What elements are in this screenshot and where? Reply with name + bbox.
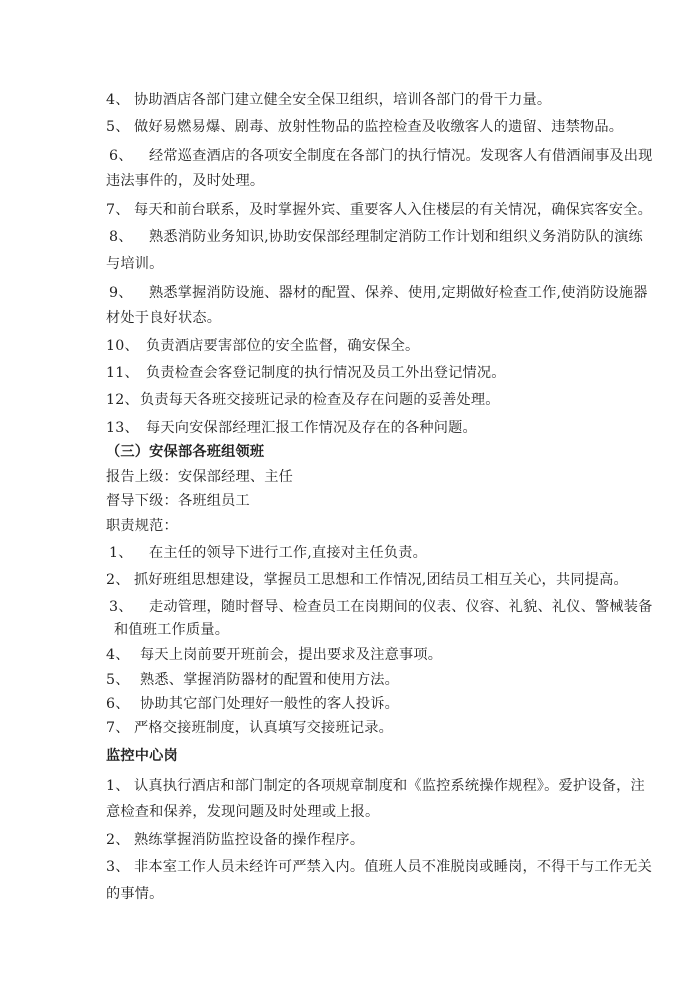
list-item <box>106 363 506 383</box>
list-item-continuation: 意检查和保养，发现问题及时处理或上报。 <box>106 804 380 820</box>
item-number: 10、 <box>106 338 139 354</box>
item-number: 2、 <box>106 572 130 588</box>
list-item <box>106 830 364 850</box>
item-text: 负责每天各班交接班记录的检查及存在问题的妥善处理。 <box>140 392 500 408</box>
item-text: 熟悉掌握消防设施、器材的配置、保养、使用,定期做好检查工作,使消防设施器 <box>149 285 648 301</box>
item-text: 每天和前台联系，及时掌握外宾、重要客人入住楼层的有关情况，确保宾客安全。 <box>134 202 652 218</box>
item-text: 走动管理，随时督导、检查员工在岗期间的仪表、仪容、礼貌、礼仪、警械装备 <box>149 599 653 615</box>
item-text: 负责检查会客登记制度的执行情况及员工外出登记情况。 <box>146 365 506 381</box>
list-item <box>106 200 652 220</box>
item-text: 熟练掌握消防监控设备的操作程序。 <box>134 832 365 848</box>
list-item <box>106 857 652 877</box>
list-item <box>106 117 623 137</box>
list-item <box>106 645 442 665</box>
item-number: 5、 <box>106 672 130 688</box>
item-text: 熟悉消防业务知识,协助安保部经理制定消防工作计划和组织义务消防队的演练 <box>149 229 643 245</box>
supervise-line: 督导下级：各班组员工 <box>106 493 250 509</box>
item-number: 6、 <box>109 148 133 164</box>
item-number: 12、 <box>106 392 139 408</box>
report-to-line: 报告上级：安保部经理、主任 <box>106 469 294 485</box>
list-item <box>106 283 648 303</box>
list-item-continuation: 与培训。 <box>106 256 164 272</box>
section-heading: 监控中心岗 <box>106 748 178 764</box>
item-text: 每天向安保部经理汇报工作情况及存在的各种问题。 <box>146 420 477 436</box>
item-number: 4、 <box>106 647 130 663</box>
duties-label: 职责规范： <box>106 518 178 534</box>
item-number: 13、 <box>106 420 139 436</box>
item-text: 抓好班组思想建设，掌握员工思想和工作情况,团结员工相互关心，共同提高。 <box>134 572 628 588</box>
item-text: 做好易燃易爆、剧毒、放射性物品的监控检查及收缴客人的遗留、违禁物品。 <box>134 119 624 135</box>
list-item-continuation: 和值班工作质量。 <box>114 622 230 638</box>
list-item <box>106 390 500 410</box>
item-text: 熟悉、掌握消防器材的配置和使用方法。 <box>140 672 399 688</box>
item-number: 1、 <box>109 545 133 561</box>
item-text: 在主任的领导下进行工作,直接对主任负责。 <box>149 545 428 561</box>
item-text: 负责酒店要害部位的安全监督，确安保全。 <box>146 338 420 354</box>
list-item <box>106 776 645 796</box>
list-item <box>106 227 643 247</box>
item-number: 3、 <box>109 599 133 615</box>
list-item <box>106 597 653 617</box>
item-text: 协助其它部门处理好一般性的客人投诉。 <box>140 696 399 712</box>
section-heading: （三）安保部各班组领班 <box>106 444 265 460</box>
item-number: 5、 <box>106 119 130 135</box>
item-number: 6、 <box>106 696 130 712</box>
list-item-continuation: 的事情。 <box>106 886 164 902</box>
item-number: 7、 <box>106 720 130 736</box>
list-item <box>106 543 427 563</box>
item-number: 1、 <box>106 778 130 794</box>
item-number: 2、 <box>106 832 130 848</box>
item-text: 经常巡查酒店的各项安全制度在各部门的执行情况。发现客人有借酒闹事及出现 <box>149 148 653 164</box>
item-number: 11、 <box>106 365 139 381</box>
list-item <box>106 146 653 166</box>
item-text: 严格交接班制度，认真填写交接班记录。 <box>134 720 393 736</box>
list-item <box>106 570 628 590</box>
item-number: 9、 <box>109 285 133 301</box>
list-item <box>106 90 551 110</box>
item-number: 3、 <box>106 859 130 875</box>
item-number: 4、 <box>106 92 130 108</box>
item-number: 8、 <box>109 229 133 245</box>
list-item-continuation: 材处于良好状态。 <box>106 310 222 326</box>
list-item-continuation: 违法事件的，及时处理。 <box>106 173 265 189</box>
list-item <box>106 718 393 738</box>
list-item <box>106 670 399 690</box>
list-item <box>106 418 477 438</box>
item-text: 非本室工作人员未经许可严禁入内。值班人员不准脱岗或睡岗，不得干与工作无关 <box>134 859 652 875</box>
item-text: 每天上岗前要开班前会，提出要求及注意事项。 <box>140 647 443 663</box>
item-text: 协助酒店各部门建立健全安全保卫组织，培训各部门的骨干力量。 <box>134 92 552 108</box>
item-text: 认真执行酒店和部门制定的各项规章制度和《监控系统操作规程》。爱护设备，注 <box>134 778 645 794</box>
list-item <box>106 694 399 714</box>
list-item <box>106 336 419 356</box>
item-number: 7、 <box>106 202 130 218</box>
